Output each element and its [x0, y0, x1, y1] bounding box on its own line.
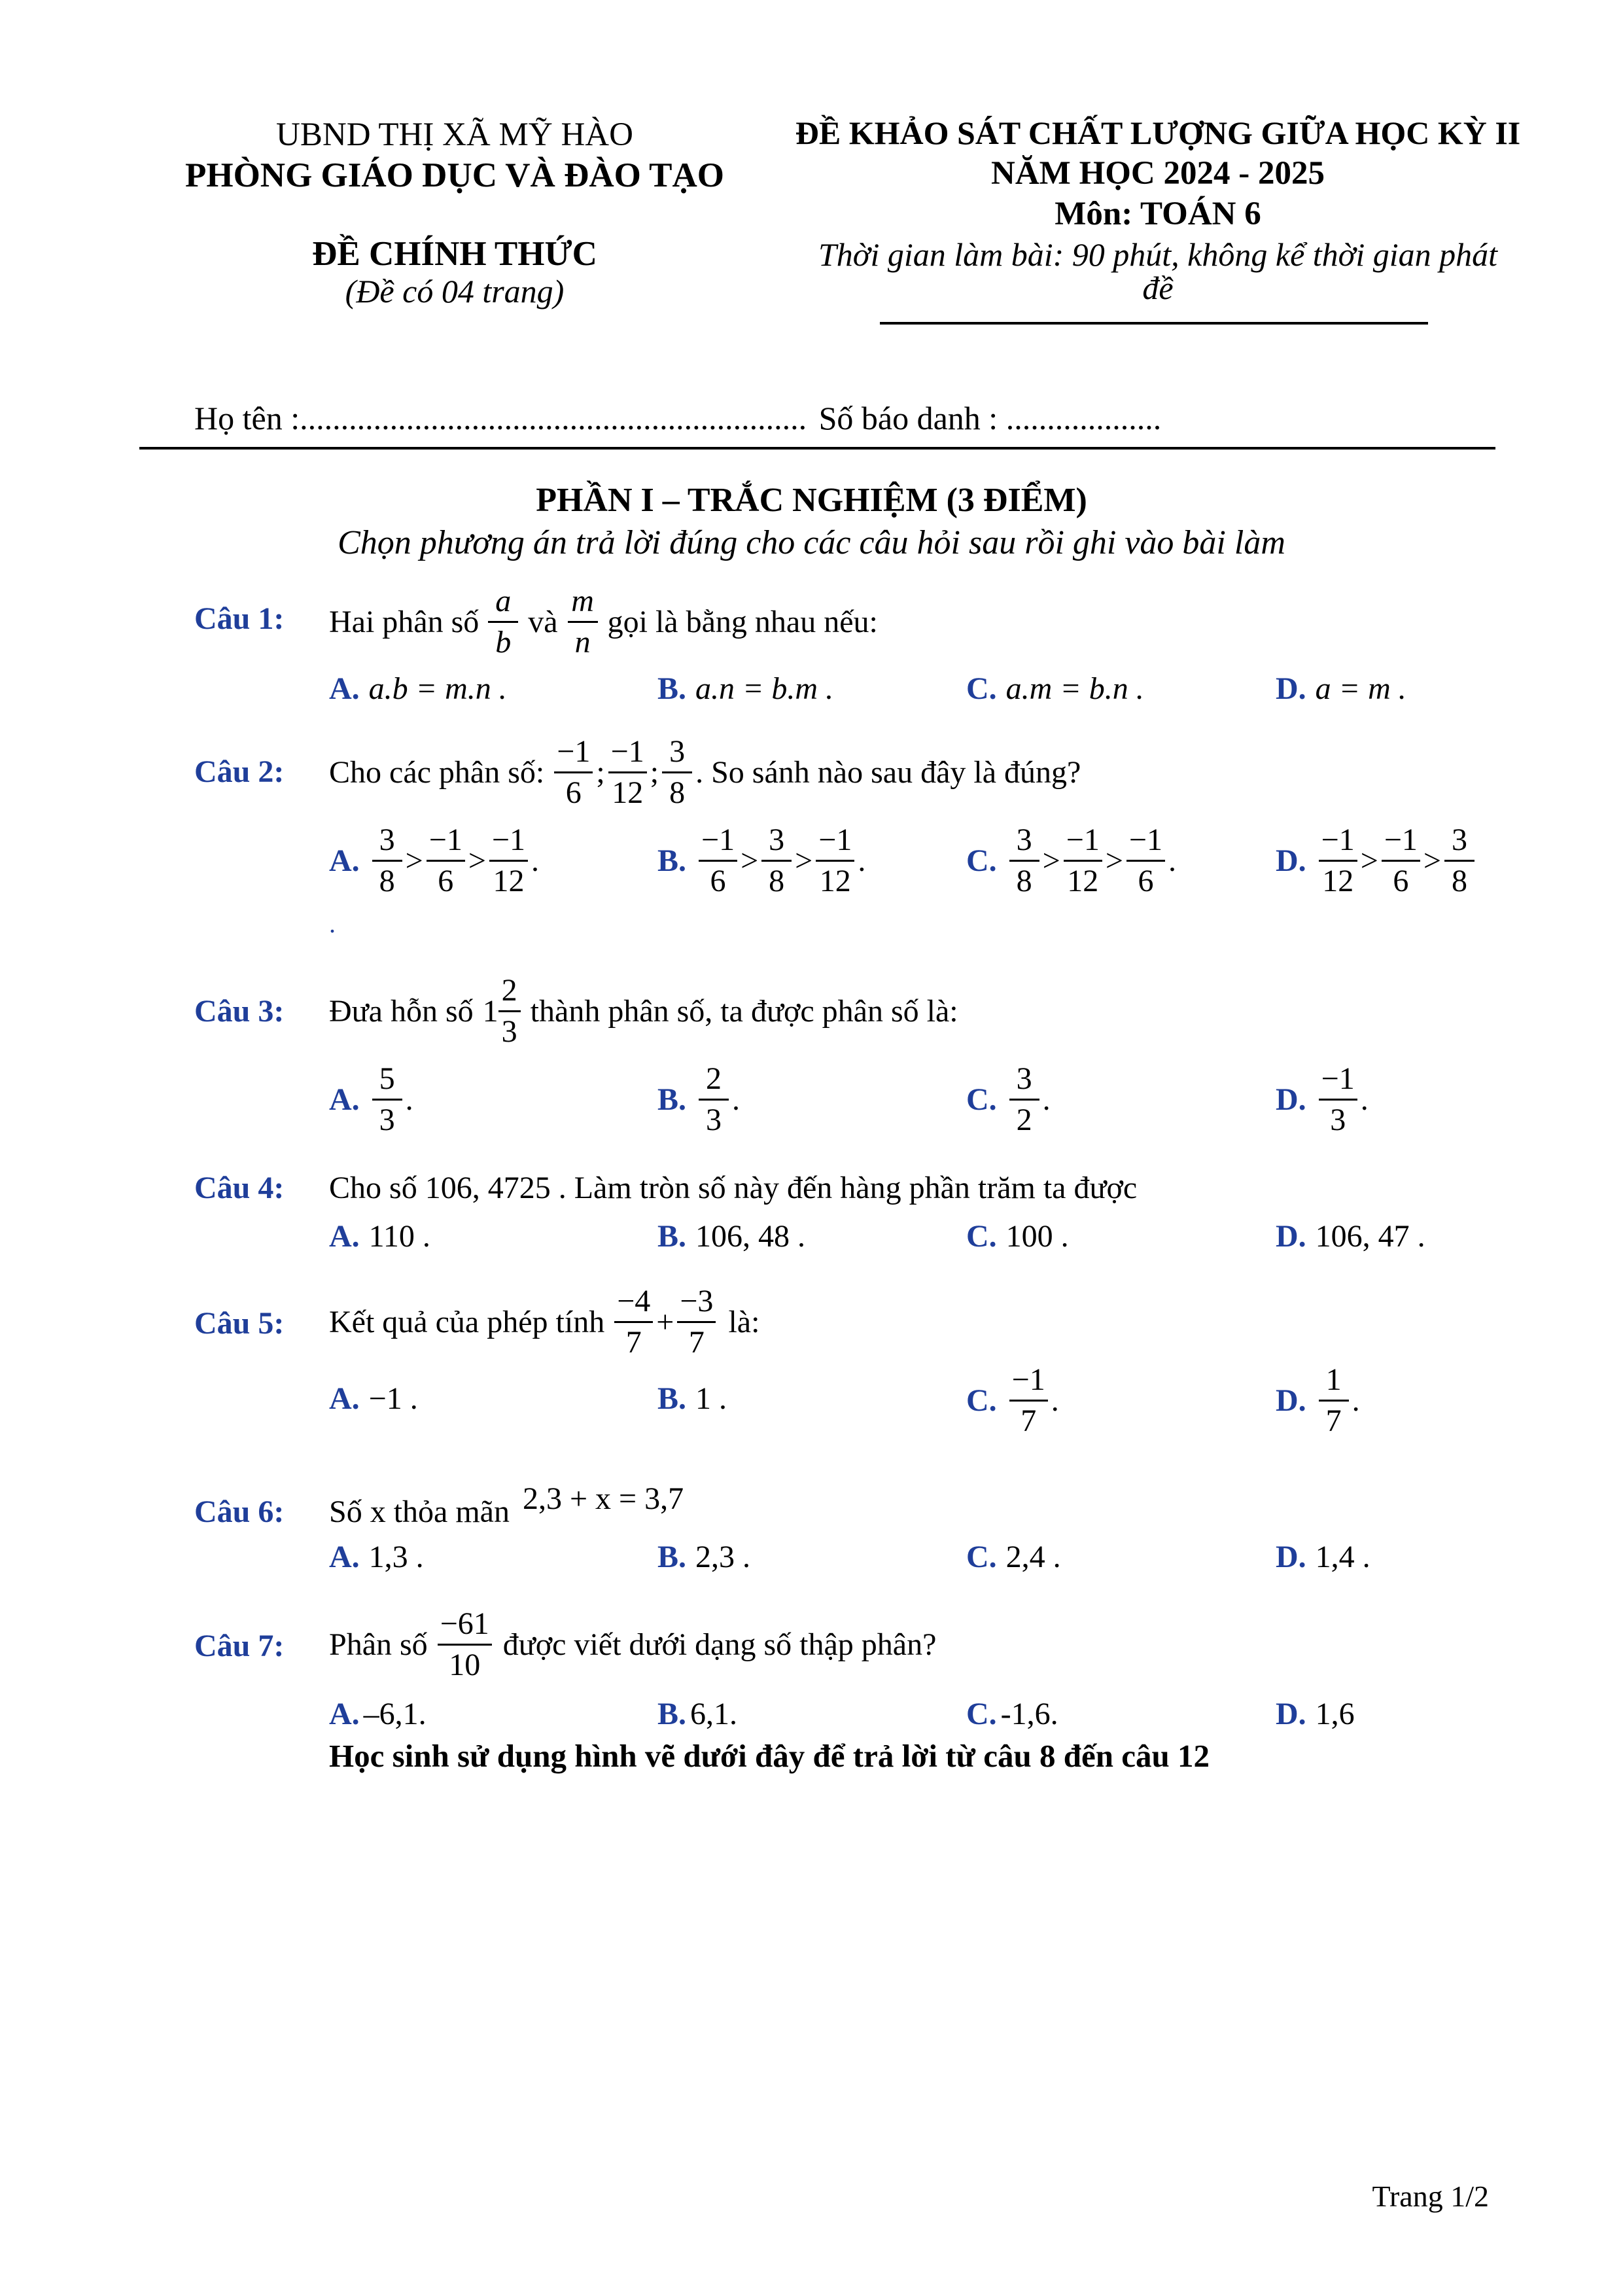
- frac-num: 2: [699, 1063, 729, 1101]
- q4-option-b[interactable]: [657, 1218, 805, 1254]
- frac: [1319, 1364, 1349, 1437]
- period: .: [1360, 1082, 1369, 1117]
- option-letter: C.: [966, 1540, 997, 1574]
- option-letter: A.: [329, 1540, 360, 1574]
- option-letter: C.: [966, 1383, 997, 1418]
- frac-den: 3: [501, 1014, 517, 1049]
- option-letter: B.: [657, 1082, 687, 1117]
- frac-den: 3: [706, 1103, 722, 1137]
- school-year: NĂM HỌC 2024 - 2025: [991, 155, 1325, 192]
- frac: [1319, 1063, 1357, 1136]
- frac-den: b: [495, 625, 512, 660]
- frac: [1009, 1063, 1039, 1136]
- q7-option-c[interactable]: [966, 1696, 1058, 1732]
- option-text: 2,4 .: [1005, 1540, 1061, 1574]
- period: .: [1042, 1082, 1051, 1117]
- identity-line: [194, 399, 1161, 437]
- q7-t2: được viết dưới dạng số thập phân?: [502, 1627, 937, 1662]
- option-letter: A.: [329, 1697, 360, 1731]
- frac-den: 3: [379, 1103, 395, 1137]
- option-letter: C.: [966, 1697, 997, 1731]
- q5-text: [329, 1286, 759, 1358]
- frac: [699, 1063, 729, 1136]
- frac: [372, 824, 402, 897]
- option-text: 6,1.: [690, 1697, 738, 1731]
- q1-option-d[interactable]: [1276, 671, 1406, 707]
- q1-option-c[interactable]: [966, 671, 1144, 707]
- q6-option-b[interactable]: [657, 1539, 750, 1575]
- frac-den: 6: [710, 864, 726, 898]
- subject: Môn: TOÁN 6: [1055, 196, 1261, 232]
- frac: [372, 1063, 402, 1136]
- option-letter: B.: [657, 843, 687, 878]
- period: .: [1051, 1383, 1059, 1418]
- gt-sign: >: [1423, 843, 1441, 878]
- q5-option-b[interactable]: [657, 1381, 727, 1417]
- option-letter: A.: [329, 1082, 360, 1117]
- q3-t2: thành phân số, ta được phân số là:: [530, 994, 958, 1029]
- option-letter: D.: [1276, 1383, 1306, 1418]
- option-letter: A.: [329, 1381, 360, 1416]
- frac-num: −1: [608, 736, 647, 773]
- q7-text: [329, 1608, 936, 1681]
- frac-den: 2: [1016, 1103, 1032, 1137]
- option-letter: D.: [1276, 1540, 1306, 1574]
- gt-sign: >: [405, 843, 423, 878]
- option-letter: C.: [966, 671, 997, 706]
- q5-frac-1: [614, 1286, 653, 1358]
- q1-frac-m-n: [568, 586, 598, 658]
- option-text: -1,6.: [1000, 1697, 1058, 1731]
- frac-num: 3: [761, 824, 792, 862]
- page-number: Trang 1/2: [1372, 2180, 1489, 2213]
- option-letter: A.: [329, 843, 360, 878]
- frac-den: 12: [1322, 864, 1354, 898]
- mixed-whole: 1: [482, 994, 498, 1029]
- period: .: [858, 843, 866, 878]
- frac-den: n: [574, 625, 591, 660]
- frac-den: 6: [1393, 864, 1409, 898]
- plus-sign: +: [656, 1305, 674, 1339]
- frac-den: 7: [688, 1325, 705, 1360]
- frac: [1126, 824, 1165, 897]
- frac-den: 8: [1451, 864, 1467, 898]
- gt-sign: >: [741, 843, 759, 878]
- frac-num: −1: [427, 824, 465, 862]
- q2-label: Câu 2:: [194, 754, 285, 789]
- gt-sign: >: [468, 843, 486, 878]
- q7-option-d[interactable]: [1276, 1696, 1355, 1732]
- option-text: a.n = b.m .: [695, 671, 834, 706]
- option-text: 100 .: [1005, 1219, 1069, 1254]
- period: .: [405, 1082, 413, 1117]
- frac: [1009, 1364, 1048, 1437]
- option-text: 2,3 .: [695, 1540, 751, 1574]
- q7-t1: Phân số: [329, 1627, 428, 1662]
- frac-num: 3: [1009, 1063, 1039, 1101]
- frac-num: 3: [662, 736, 692, 773]
- frac-num: 5: [372, 1063, 402, 1101]
- q2-t2: . So sánh nào sau đây là đúng?: [695, 755, 1081, 790]
- option-letter: A.: [329, 1219, 360, 1254]
- gt-sign: >: [1105, 843, 1123, 878]
- option-text: 1,6: [1315, 1697, 1355, 1731]
- frac-num: −1: [489, 824, 528, 862]
- q2-frac-1: [554, 736, 593, 809]
- id-field[interactable]: ...................: [1005, 400, 1162, 436]
- q1-option-b[interactable]: [657, 671, 833, 707]
- option-letter: B.: [657, 1540, 687, 1574]
- q1-t3: gọi là bằng nhau nếu:: [607, 605, 878, 639]
- frac-den: 8: [769, 864, 785, 898]
- q4-text: Cho số 106, 4725 . Làm tròn số này đến hàng phần trăm ta được: [329, 1171, 1138, 1205]
- frac-den: 8: [1016, 864, 1032, 898]
- q6-option-c[interactable]: [966, 1539, 1061, 1575]
- frac: [1319, 824, 1357, 897]
- option-letter: A.: [329, 671, 360, 706]
- q1-t2: và: [528, 605, 558, 639]
- frac-den: 7: [1325, 1404, 1342, 1438]
- option-letter: C.: [966, 1219, 997, 1254]
- frac: [489, 824, 528, 897]
- option-letter: D.: [1276, 671, 1306, 706]
- frac-num: −1: [1064, 824, 1102, 862]
- name-label: Họ tên :: [194, 400, 300, 436]
- authority-name: UBND THỊ XÃ MỸ HÀO: [276, 116, 633, 153]
- q3-option-b[interactable]: [657, 1063, 740, 1136]
- q3-option-c[interactable]: [966, 1063, 1051, 1136]
- name-field[interactable]: ..............................................................: [300, 400, 807, 436]
- q2-t1: Cho các phân số:: [329, 755, 545, 790]
- q3-mixed-frac: [498, 975, 521, 1048]
- option-text: a = m .: [1315, 671, 1406, 706]
- q6-label: Câu 6:: [194, 1494, 285, 1529]
- option-text: 1,3 .: [368, 1540, 424, 1574]
- instruction-note: Học sinh sử dụng hình vẽ dưới đây để trả lời từ câu 8 đến câu 12: [329, 1738, 1210, 1774]
- frac-num: 3: [372, 824, 402, 862]
- q5-label: Câu 5:: [194, 1306, 285, 1341]
- option-text: 1,4 .: [1315, 1540, 1370, 1574]
- frac: [699, 824, 737, 897]
- option-text: a.m = b.n .: [1005, 671, 1144, 706]
- frac-num: 3: [1009, 824, 1039, 862]
- frac-den: 8: [669, 775, 686, 810]
- q6-text: [329, 1481, 684, 1530]
- q2-text: [329, 736, 1081, 809]
- identity-rule: [139, 447, 1495, 450]
- department-name: PHÒNG GIÁO DỤC VÀ ĐÀO TẠO: [184, 156, 724, 194]
- frac-num: −1: [554, 736, 593, 773]
- q7-option-a[interactable]: [329, 1696, 427, 1732]
- frac-den: 12: [1067, 864, 1099, 898]
- option-letter: B.: [657, 1697, 687, 1731]
- gt-sign: >: [1360, 843, 1378, 878]
- frac: [1009, 824, 1039, 897]
- q6-t1: Số x thỏa mãn: [329, 1494, 510, 1529]
- q1-text: [329, 586, 878, 658]
- option-letter: B.: [657, 671, 687, 706]
- separator: ;: [596, 755, 605, 790]
- stray-dot: .: [329, 909, 336, 938]
- header-right: [752, 113, 1563, 306]
- q1-label: Câu 1:: [194, 601, 285, 636]
- id-label: Số báo danh :: [818, 400, 998, 436]
- q5-option-d[interactable]: [1276, 1364, 1360, 1437]
- option-text: −1 .: [368, 1381, 418, 1416]
- period: .: [1352, 1383, 1360, 1418]
- frac-num: −1: [816, 824, 854, 862]
- separator: ;: [650, 755, 659, 790]
- option-letter: B.: [657, 1219, 687, 1254]
- q5-t2: là:: [728, 1305, 760, 1339]
- frac-den: 7: [625, 1325, 642, 1360]
- frac-den: 12: [819, 864, 851, 898]
- frac-den: 3: [1330, 1103, 1346, 1137]
- q3-option-a[interactable]: [329, 1063, 413, 1136]
- option-text: 106, 47 .: [1315, 1219, 1425, 1254]
- frac-num: −1: [1126, 824, 1165, 862]
- q5-frac-2: [677, 1286, 716, 1358]
- frac-den: 7: [1021, 1404, 1037, 1438]
- official-label: ĐỀ CHÍNH THỨC: [312, 235, 597, 273]
- frac-num: 1: [1319, 1364, 1349, 1402]
- page-count-note: (Đề có 04 trang): [345, 273, 565, 309]
- q6-option-d[interactable]: [1276, 1539, 1370, 1575]
- q3-option-d[interactable]: [1276, 1063, 1369, 1136]
- frac-den: 12: [493, 864, 525, 898]
- frac-den: 12: [612, 775, 644, 810]
- option-letter: D.: [1276, 1697, 1306, 1731]
- option-text: 110 .: [368, 1219, 430, 1254]
- frac-num: a: [488, 586, 518, 623]
- option-text: 1 .: [695, 1381, 727, 1416]
- section-title: PHẦN I – TRẮC NGHIỆM (3 ĐIỂM): [536, 482, 1087, 519]
- frac: [816, 824, 854, 897]
- q4-label: Câu 4:: [194, 1171, 285, 1205]
- frac-den: 6: [438, 864, 454, 898]
- q4-option-a[interactable]: [329, 1218, 430, 1254]
- header-left: [124, 115, 785, 308]
- q5-option-a[interactable]: [329, 1381, 418, 1417]
- q3-text: [329, 975, 958, 1048]
- q3-label: Câu 3:: [194, 994, 285, 1029]
- frac-den: 6: [1138, 864, 1154, 898]
- frac-num: 2: [498, 975, 521, 1012]
- frac-num: −4: [614, 1286, 653, 1323]
- frac-num: 3: [1444, 824, 1475, 862]
- option-letter: C.: [966, 843, 997, 878]
- q1-t1: Hai phân số: [329, 605, 480, 639]
- q2-option-b[interactable]: [657, 824, 865, 897]
- option-text: a.b = m.n .: [368, 671, 507, 706]
- period: .: [1168, 843, 1176, 878]
- q2-frac-3: [662, 736, 692, 809]
- q6-equation: 2,3 + x = 3,7: [522, 1481, 684, 1516]
- frac: [1444, 824, 1475, 897]
- frac-num: −1: [1319, 824, 1357, 862]
- frac: [427, 824, 465, 897]
- q4-option-c[interactable]: [966, 1218, 1069, 1254]
- option-letter: D.: [1276, 1082, 1306, 1117]
- q2-frac-2: [608, 736, 647, 809]
- frac-num: m: [568, 586, 598, 623]
- header-underline: [880, 322, 1428, 325]
- exam-title: ĐỀ KHẢO SÁT CHẤT LƯỢNG GIỮA HỌC KỲ II: [795, 115, 1521, 151]
- gt-sign: >: [795, 843, 813, 878]
- frac-num: −1: [699, 824, 737, 862]
- option-letter: D.: [1276, 1219, 1306, 1254]
- frac-den: 8: [379, 864, 395, 898]
- frac: [1382, 824, 1420, 897]
- frac: [761, 824, 792, 897]
- option-text: 106, 48 .: [695, 1219, 806, 1254]
- time-note-cont: đề: [1142, 270, 1174, 306]
- q7-label: Câu 7:: [194, 1629, 285, 1663]
- q1-frac-a-b: [488, 586, 518, 658]
- period: .: [531, 843, 539, 878]
- q2-option-d[interactable]: [1276, 824, 1478, 897]
- section-subtitle: Chọn phương án trả lời đúng cho các câu hỏi sau rồi ghi vào bài làm: [338, 524, 1285, 561]
- q6-option-a[interactable]: [329, 1539, 424, 1575]
- frac-num: −61: [438, 1608, 492, 1646]
- q2-option-a[interactable]: [329, 824, 539, 897]
- frac-num: −1: [1319, 1063, 1357, 1101]
- option-letter: B.: [657, 1381, 687, 1416]
- time-note: Thời gian làm bài: 90 phút, không kể thời gian phát: [818, 236, 1498, 273]
- frac-den: 6: [565, 775, 582, 810]
- q3-t1: Đưa hỗn số: [329, 994, 474, 1029]
- q4-option-d[interactable]: [1276, 1218, 1425, 1254]
- gt-sign: >: [1042, 843, 1060, 878]
- q2-option-c[interactable]: [966, 824, 1176, 897]
- option-letter: C.: [966, 1082, 997, 1117]
- q5-t1: Kết quả của phép tính: [329, 1305, 605, 1339]
- q7-option-b[interactable]: [657, 1696, 737, 1732]
- frac-num: −3: [677, 1286, 716, 1323]
- frac-den: 10: [449, 1648, 481, 1682]
- frac-num: −1: [1382, 824, 1420, 862]
- period: .: [732, 1082, 741, 1117]
- q1-option-a[interactable]: [329, 671, 507, 707]
- q7-frac: [438, 1608, 492, 1681]
- option-letter: D.: [1276, 843, 1306, 878]
- option-text: –6,1.: [363, 1697, 427, 1731]
- frac-num: −1: [1009, 1364, 1048, 1402]
- frac: [1064, 824, 1102, 897]
- q5-option-c[interactable]: [966, 1364, 1059, 1437]
